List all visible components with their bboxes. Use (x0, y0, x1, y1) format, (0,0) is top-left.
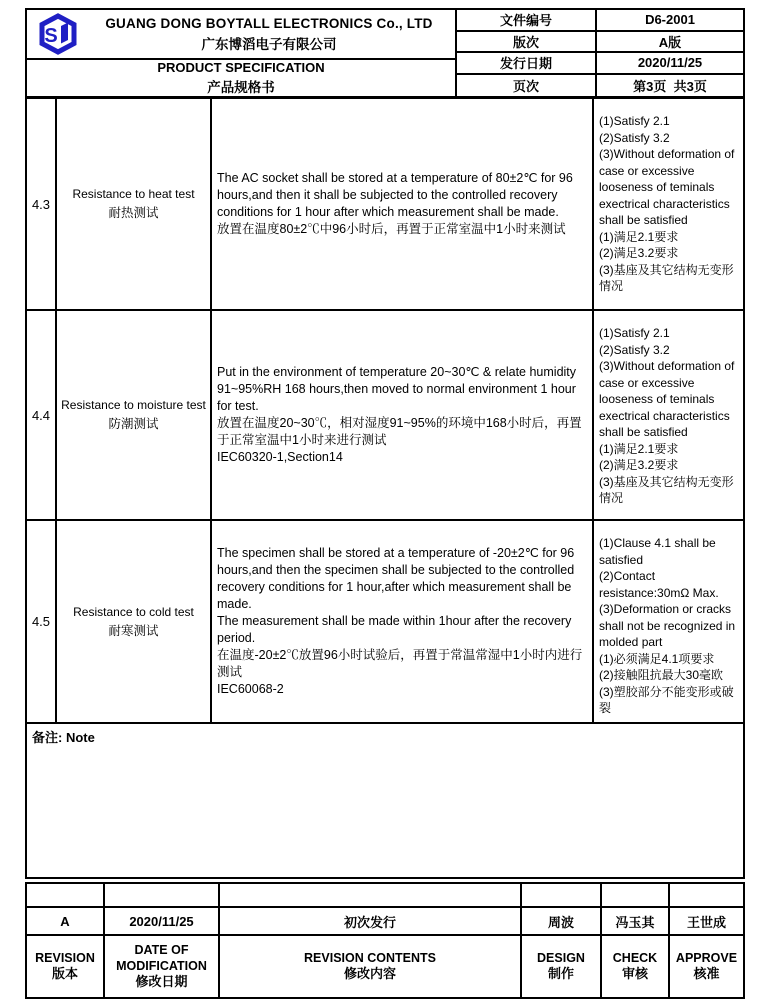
revision-empty-check (602, 884, 670, 908)
revision-header-check-cn: 审核 (621, 966, 648, 982)
spec-row-43-name-cn: 耐热测试 (108, 206, 159, 220)
revision-a-design: 周波 (522, 908, 602, 936)
document-info-table (457, 10, 743, 96)
revision-header-design-cn: 制作 (547, 966, 574, 982)
company-name-cn: 广东博滔电子有限公司 (201, 36, 337, 52)
spec-row-43-name-en: Resistance to heat test (72, 187, 195, 201)
revision-header-date-cn: 修改日期 (135, 973, 188, 989)
revision-a-date: 2020/11/25 (105, 908, 220, 936)
revision-header-approve-en: APPROVE (675, 950, 738, 965)
revision-empty-approve (670, 884, 743, 908)
spec-row-43-requirement: (1)Satisfy 2.1 (2)Satisfy 3.2 (3)Without deformation of case or excessive looseness of teminals exectrical characteristics shall be satisfied (1)满足2.1要求 (2)满足3.2要求 (3)基座及其它结构无变形情况 (594, 99, 743, 311)
spec-row-43-description: The AC socket shall be stored at a temperature of 80±2℃ for 96 hours,and then it shall be subjected to the controlled recovery conditions for 1 hour after which measurement shall be made. 放置在温度80±2℃中96小时后，再置于正常室温中1小时来测试 (212, 99, 594, 311)
spec-row-44-description: Put in the environment of temperature 20~30℃ & relate humidity 91~95%RH 168 hours,then moved to normal environment 1 hour for test. 放置在温度20~30℃，相对湿度91~95%的环境中168小时后，再置于正常室温中1小时来进行测试 IEC60320-1,Section14 (212, 311, 594, 521)
info-value-issue-date: 2020/11/25 (597, 53, 743, 75)
spec-row-44-number: 4.4 (27, 311, 57, 521)
spec-table (25, 96, 745, 724)
info-label-issue-date: 发行日期 (457, 53, 597, 75)
revision-a-revision: A (27, 908, 105, 936)
document-title-box (27, 60, 455, 96)
revision-empty-contents (220, 884, 522, 908)
revision-header-approve-cn: 核准 (693, 966, 720, 982)
info-label-version: 版次 (457, 32, 597, 54)
spec-row-45-name-cn: 耐寒测试 (108, 623, 159, 638)
spec-row-44-name-en: Resistance to moisture test (61, 398, 206, 412)
revision-header-contents (220, 936, 522, 997)
spec-row-43-number: 4.3 (27, 99, 57, 311)
spec-row-45-name-en: Resistance to cold test (73, 604, 194, 619)
revision-table (25, 882, 745, 999)
revision-header-check-en: CHECK (612, 950, 658, 965)
info-value-doc-number: D6-2001 (597, 10, 743, 32)
revision-header-revision-en: REVISION (35, 950, 95, 965)
spec-row-44-name-cn: 防潮测试 (108, 417, 159, 431)
document-header (25, 8, 745, 98)
revision-header-design (522, 936, 602, 997)
info-value-page: 第3页 共3页 (633, 78, 707, 94)
revision-header-revision-cn: 版本 (51, 966, 78, 982)
info-label-page: 页次 (457, 75, 597, 97)
info-label-doc-number: 文件编号 (457, 10, 597, 32)
info-value-version: A版 (597, 32, 743, 54)
company-name-en: GUANG DONG BOYTALL ELECTRONICS Co., LTD (105, 15, 433, 31)
spec-row-45-number: 4.5 (27, 521, 57, 722)
spec-row-44-name (57, 311, 212, 521)
revision-header-contents-en: REVISION CONTENTS (304, 950, 436, 965)
revision-header-design-en: DESIGN (537, 950, 585, 965)
spec-row-43-name (57, 99, 212, 311)
revision-a-contents: 初次发行 (220, 908, 522, 936)
revision-empty-revision (27, 884, 105, 908)
revision-header-date-en: DATE OF MODIFICATION (116, 943, 207, 973)
document-title-en: PRODUCT SPECIFICATION (157, 60, 325, 75)
note-label: 备注: Note (32, 730, 95, 745)
company-logo-icon (33, 13, 83, 55)
revision-header-contents-cn: 修改内容 (343, 966, 396, 982)
spec-row-45-name (57, 521, 212, 722)
revision-header-revision (27, 936, 105, 997)
revision-a-approve: 王世成 (670, 908, 743, 936)
spec-row-45-description: The specimen shall be stored at a temperature of -20±2℃ for 96 hours,and then the specimen shall be subjected to the controlled recovery conditions for 1 hour,after which measurement shall be made. The measurement shall be made within 1hour after the recovery period. 在温度-20±2℃放置96小时试验后，再置于常温常湿中1小时内进行测试 IEC60068-2 (212, 521, 594, 722)
spec-row-45-requirement: (1)Clause 4.1 shall be satisfied (2)Contact resistance:30mΩ Max. (3)Deformation or cracks shall not be recognized in molded part (1)必须满足4.1项要求 (2)接触阻抗最大30毫欧 (3)塑胶部分不能变形或破裂 (599, 536, 736, 715)
spec-row-44-requirement: (1)Satisfy 2.1 (2)Satisfy 3.2 (3)Without deformation of case or excessive looseness of teminals exectrical characteristics shall be satisfied (1)满足2.1要求 (2)满足3.2要求 (3)基座及其它结构无变形情况 (594, 311, 743, 521)
revision-header-check (602, 936, 670, 997)
document-title-cn: 产品规格书 (207, 80, 275, 95)
revision-empty-date (105, 884, 220, 908)
svg-text:S: S (44, 25, 58, 47)
company-names (83, 16, 455, 53)
revision-a-check: 冯玉其 (602, 908, 670, 936)
note-box (25, 722, 745, 879)
hexagon-logo-icon (36, 13, 80, 55)
revision-header-date (105, 936, 220, 997)
revision-empty-design (522, 884, 602, 908)
revision-header-approve (670, 936, 743, 997)
company-box (27, 10, 455, 60)
header-left (27, 10, 457, 96)
